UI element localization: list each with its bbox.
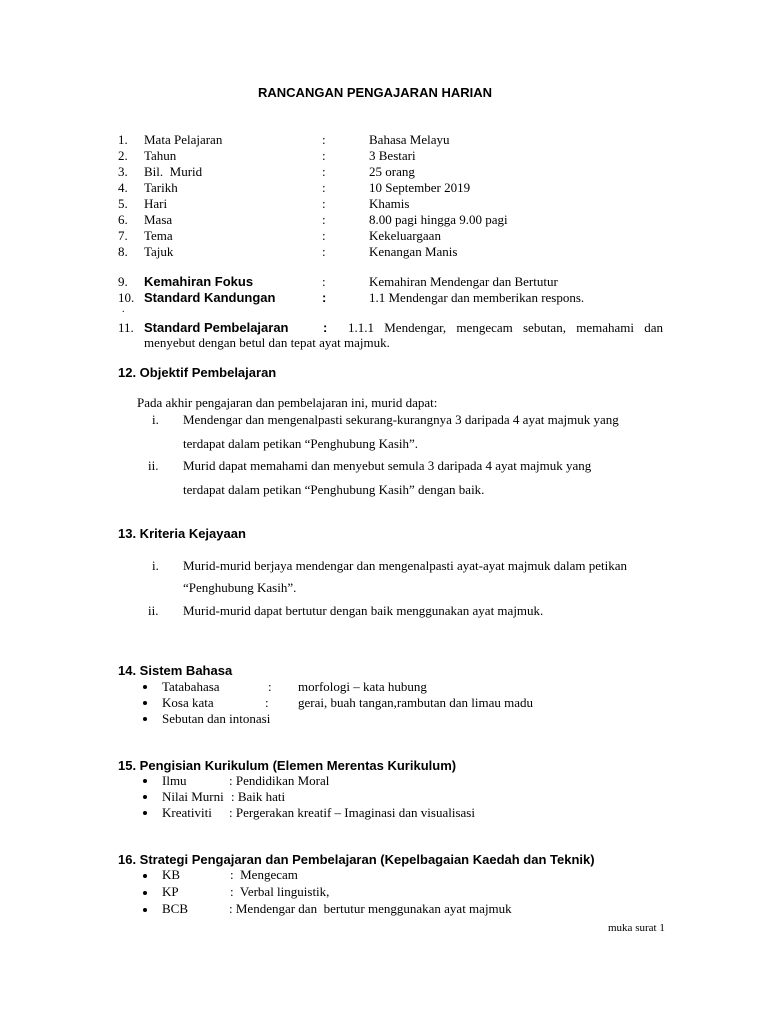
item-value: Kekeluargaan — [369, 228, 441, 243]
info-row — [0, 196, 768, 212]
item-colon: : — [322, 274, 326, 289]
item-value: Kemahiran Mendengar dan Bertutur — [369, 274, 558, 289]
bullet-icon — [143, 779, 147, 783]
standard-kandungan-row — [0, 290, 768, 306]
kriteria-item-text: Murid-murid dapat bertutur dengan baik menggunakan ayat majmuk. — [183, 603, 544, 618]
bullet-value: : Mengecam — [230, 867, 298, 882]
bullet-icon — [143, 908, 147, 912]
objektif-item-number: ii. — [148, 458, 159, 473]
item-number: 1. — [118, 132, 128, 147]
bullet-icon — [143, 717, 147, 721]
item-number: 11. — [118, 320, 134, 335]
kriteria-item-number: i. — [152, 558, 159, 573]
bullet-value: : Pendidikan Moral — [229, 773, 330, 788]
item-number: 7. — [118, 228, 128, 243]
bullet-label: Sebutan dan intonasi — [162, 711, 271, 726]
info-row — [0, 228, 768, 244]
item-number: 9. — [118, 274, 128, 289]
item-label: Standard Pembelajaran — [144, 320, 289, 335]
bullet-label: Kosa kata — [162, 695, 214, 710]
bullet-colon: : — [268, 679, 272, 694]
item-number: 5. — [118, 196, 128, 211]
objektif-item-text-continued: terdapat dalam petikan “Penghubung Kasih” dengan baik. — [183, 482, 485, 497]
item-colon: : — [322, 228, 326, 243]
item-label: Tahun — [144, 148, 177, 163]
bullet-icon — [143, 685, 147, 689]
item-value: 25 orang — [369, 164, 415, 179]
kriteria-item-text-continued: “Penghubung Kasih”. — [183, 580, 297, 595]
info-row — [0, 212, 768, 228]
info-row — [0, 164, 768, 180]
bullet-icon — [143, 874, 147, 878]
item-label: Kemahiran Fokus — [144, 274, 254, 289]
bullet-label: Ilmu — [162, 773, 187, 788]
bullet-icon — [143, 795, 147, 799]
kriteria-item-text: Murid-murid berjaya mendengar dan mengenalpasti ayat-ayat majmuk dalam petikan — [183, 558, 628, 573]
bullet-label: BCB — [162, 901, 189, 916]
item-value: 1.1 Mendengar dan memberikan respons. — [369, 290, 585, 305]
item-number: 3. — [118, 164, 128, 179]
item-colon: : — [322, 164, 326, 179]
bullet-label: KP — [162, 884, 179, 899]
section-heading-strategi: 16. Strategi Pengajaran dan Pembelajaran (Kepelbagaian Kaedah dan Teknik) — [118, 852, 595, 867]
item-label: Hari — [144, 196, 168, 211]
objektif-item-text: Murid dapat memahami dan menyebut semula 3 daripada 4 ayat majmuk yang — [183, 458, 592, 473]
bullet-value: : Mendengar dan bertutur menggunakan ayat majmuk — [229, 901, 512, 916]
item-value: Khamis — [369, 196, 410, 211]
item-colon: : — [322, 244, 326, 259]
stray-dot: . — [122, 304, 125, 315]
item-value: Kenangan Manis — [369, 244, 458, 259]
item-value: 10 September 2019 — [369, 180, 471, 195]
item-label: Masa — [144, 212, 173, 227]
item-label: Bil. Murid — [144, 164, 203, 179]
item-label: Tema — [144, 228, 173, 243]
item-colon: : — [322, 148, 326, 163]
item-label: Tarikh — [144, 180, 178, 195]
item-value: Bahasa Melayu — [369, 132, 450, 147]
page-number: muka surat 1 — [608, 922, 665, 934]
item-number: 8. — [118, 244, 128, 259]
item-label: Tajuk — [144, 244, 174, 259]
info-row — [0, 244, 768, 260]
item-number: 10. — [118, 290, 135, 305]
item-colon: : — [322, 212, 326, 227]
bullet-icon — [143, 701, 147, 705]
document-title: RANCANGAN PENGAJARAN HARIAN — [258, 85, 493, 100]
section-heading-objektif: 12. Objektif Pembelajaran — [118, 365, 277, 380]
section-heading-kriteria: 13. Kriteria Kejayaan — [118, 526, 246, 541]
bullet-label: KB — [162, 867, 181, 882]
item-number: 6. — [118, 212, 128, 227]
item-number: 4. — [118, 180, 128, 195]
item-colon: : — [323, 320, 328, 335]
item-value-continued: menyebut dengan betul dan tepat ayat majmuk. — [144, 335, 390, 350]
bullet-label: Kreativiti — [162, 805, 212, 820]
item-label: Mata Pelajaran — [144, 132, 223, 147]
bullet-value: : Baik hati — [231, 789, 286, 804]
info-row — [0, 148, 768, 164]
item-number: 2. — [118, 148, 128, 163]
item-colon: : — [322, 180, 326, 195]
standard-pembelajaran-row — [0, 320, 768, 336]
bullet-value: : Verbal linguistik, — [230, 884, 330, 899]
objektif-intro: Pada akhir pengajaran dan pembelajaran ini, murid dapat: — [137, 395, 438, 410]
item-colon: : — [322, 196, 326, 211]
objektif-item-text: Mendengar dan mengenalpasti sekurang-kurangnya 3 daripada 4 ayat majmuk yang — [183, 412, 619, 427]
bullet-value: : Pergerakan kreatif – Imaginasi dan visualisasi — [229, 805, 475, 820]
bullet-label: Nilai Murni — [162, 789, 224, 804]
bullet-colon: : — [265, 695, 269, 710]
bullet-icon — [143, 811, 147, 815]
item-value: 3 Bestari — [369, 148, 416, 163]
objektif-item-text-continued: terdapat dalam petikan “Penghubung Kasih”. — [183, 436, 419, 451]
objektif-item-number: i. — [152, 412, 159, 427]
bullet-value: gerai, buah tangan,rambutan dan limau madu — [298, 695, 534, 710]
info-row — [0, 132, 768, 148]
info-row — [0, 180, 768, 196]
section-heading-sistem-bahasa: 14. Sistem Bahasa — [118, 663, 233, 678]
bullet-icon — [143, 891, 147, 895]
item-colon: : — [322, 290, 327, 305]
item-value: 1.1.1 Mendengar, mengecam sebutan, memahami dan — [348, 320, 663, 335]
kemahiran-fokus-row — [0, 274, 768, 290]
item-value: 8.00 pagi hingga 9.00 pagi — [369, 212, 508, 227]
item-colon: : — [322, 132, 326, 147]
bullet-value: morfologi – kata hubung — [298, 679, 427, 694]
kriteria-item-number: ii. — [148, 603, 159, 618]
section-heading-pengisian-kurikulum: 15. Pengisian Kurikulum (Elemen Merentas Kurikulum) — [118, 758, 457, 773]
item-label: Standard Kandungan — [144, 290, 276, 305]
bullet-label: Tatabahasa — [162, 679, 220, 694]
